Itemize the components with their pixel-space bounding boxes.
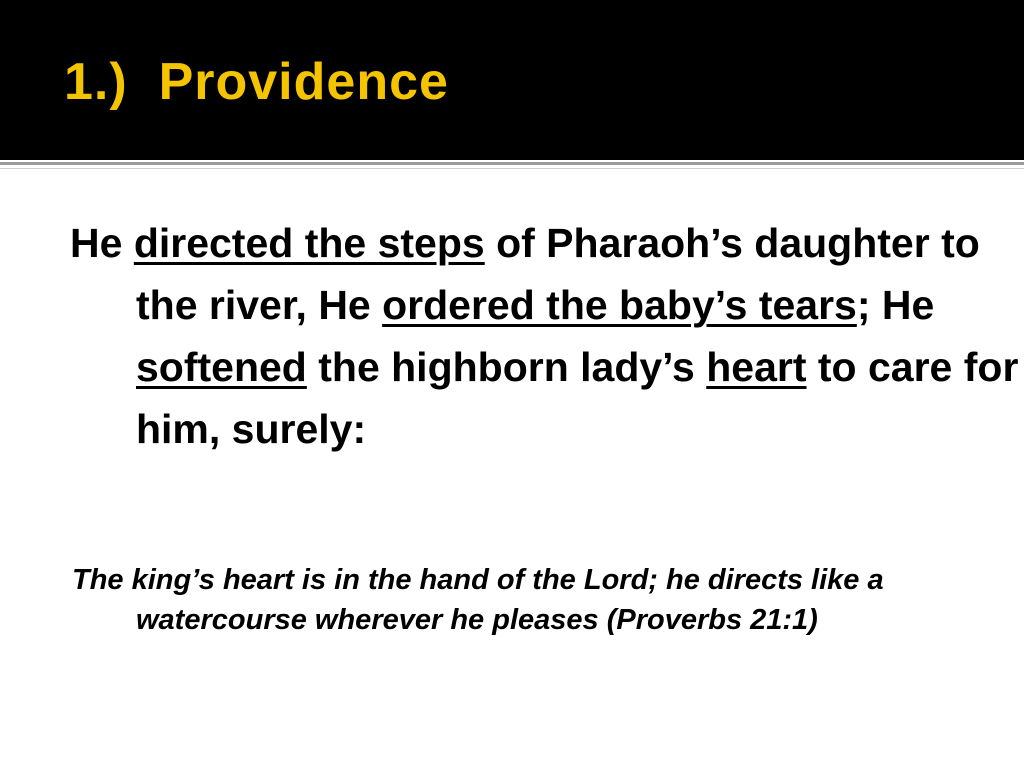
slide-title: 1.) Providence — [64, 53, 449, 111]
body-text-segment: ; He — [856, 282, 935, 328]
body-text-segment: the highborn lady’s — [306, 344, 707, 390]
body-text-segment: He — [70, 220, 134, 266]
divider-line — [0, 162, 1024, 165]
emphasis-ordered-the-babys-tears: ordered the baby’s tears — [382, 282, 857, 328]
scripture-quote: The king’s heart is in the hand of the Lord; he directs like a watercourse wherever he pleases (Proverbs 21:1) — [72, 564, 884, 636]
body-text-segment: of Pharaoh’s daughter to the river, He — [136, 220, 980, 328]
emphasis-softened: softened — [136, 344, 307, 390]
emphasis-directed-the-steps: directed the steps — [133, 220, 485, 266]
body-text-segment: to care for him, surely: — [136, 344, 1019, 452]
title-bar — [0, 0, 1024, 160]
body-paragraph — [70, 212, 1024, 460]
divider-line-thin — [0, 168, 1024, 169]
emphasis-heart: heart — [706, 344, 807, 390]
